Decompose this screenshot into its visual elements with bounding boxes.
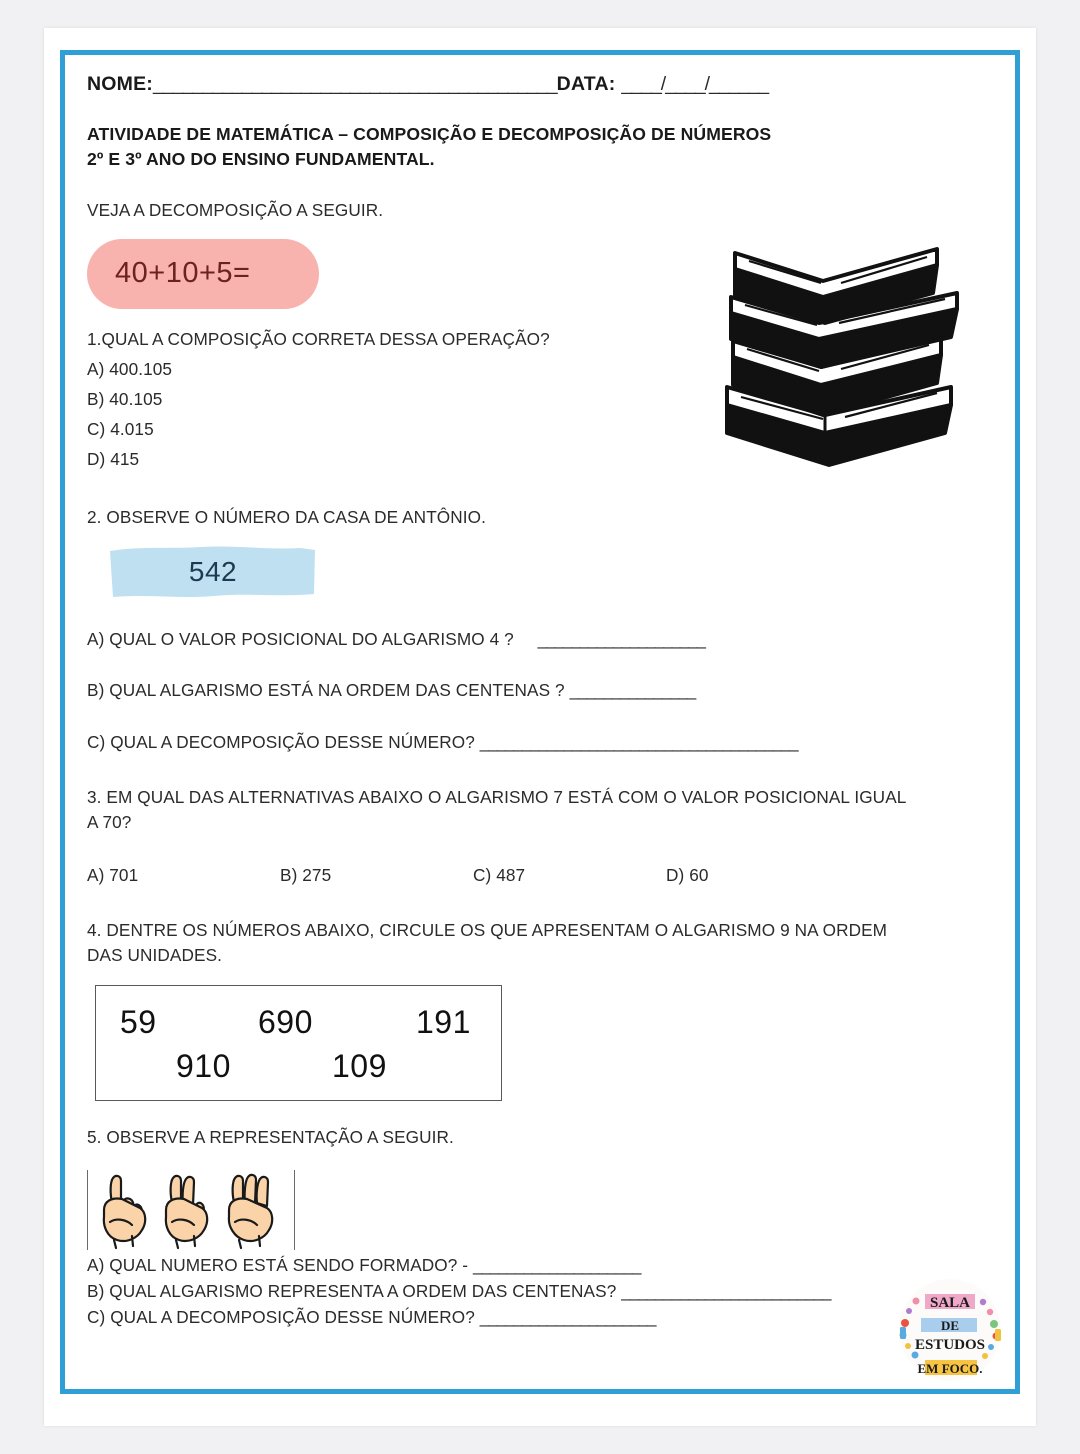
question-3-prompt-line-1: 3. EM QUAL DAS ALTERNATIVAS ABAIXO O ALGARISMO 7 ESTÁ COM O VALOR POSICIONAL IGUAL <box>87 787 907 808</box>
question-2-item-b <box>87 678 993 703</box>
data-label: DATA: <box>556 73 616 95</box>
question-2-item-a-rule[interactable]: ____________________ <box>537 628 705 649</box>
question-3-alt-a[interactable]: A) 701 <box>87 865 139 886</box>
question-3 <box>87 785 993 888</box>
question-3-alt-d[interactable]: D) 60 <box>666 865 709 886</box>
hand-three-fingers-icon <box>220 1170 284 1250</box>
question-5-item-c <box>87 1304 993 1330</box>
title-line-2: 2º E 3º ANO DO ENSINO FUNDAMENTAL. <box>87 148 435 169</box>
question-2-item-c-rule[interactable]: ______________________________________ <box>479 732 798 753</box>
brand-logo <box>897 1277 1003 1383</box>
question-1-alt-a[interactable]: A) 400.105 <box>87 358 173 379</box>
page-content <box>65 55 1015 1389</box>
stack-of-books-illustration <box>705 237 973 487</box>
hand-one-finger-icon <box>92 1170 156 1250</box>
decomposition-pill <box>87 239 319 309</box>
question-5-item-a-rule[interactable]: ____________________ <box>473 1254 641 1275</box>
question-4-number-910[interactable]: 910 <box>176 1048 231 1084</box>
question-5-item-a <box>87 1252 993 1278</box>
question-4-number-109[interactable]: 109 <box>332 1048 387 1084</box>
question-2-prompt: 2. OBSERVE O NÚMERO DA CASA DE ANTÔNIO. <box>87 506 486 527</box>
question-4-prompt-line-1: 4. DENTRE OS NÚMEROS ABAIXO, CIRCULE OS QUE APRESENTAM O ALGARISMO 9 NA ORDEM <box>87 920 888 941</box>
question-2-item-a <box>87 627 993 652</box>
question-1-alt-c[interactable]: C) 4.015 <box>87 418 154 439</box>
svg-text:SALA: SALA <box>929 1295 971 1311</box>
question-3-prompt-line-2: A 70? <box>87 812 132 833</box>
page-border-frame <box>60 50 1020 1394</box>
question-1-alt-b[interactable]: B) 40.105 <box>87 388 163 409</box>
question-3-alternatives <box>87 863 993 888</box>
question-2-item-a-text: A) QUAL O VALOR POSICIONAL DO ALGARISMO 4 ? <box>87 628 514 649</box>
question-5-items <box>87 1252 993 1330</box>
svg-text:DE: DE <box>940 1318 960 1333</box>
hand-two-fingers-icon <box>156 1170 220 1250</box>
question-5-item-b-text: B) QUAL ALGARISMO REPRESENTA A ORDEM DAS CENTENAS? <box>87 1281 617 1302</box>
question-4-number-191[interactable]: 191 <box>416 1004 471 1040</box>
question-2 <box>87 505 993 756</box>
question-5-item-c-text: C) QUAL A DECOMPOSIÇÃO DESSE NÚMERO? <box>87 1307 475 1328</box>
nome-label: NOME: <box>87 73 153 95</box>
worksheet-page <box>44 28 1036 1426</box>
question-1-alt-d[interactable]: D) 415 <box>87 448 140 469</box>
question-4 <box>87 918 993 1101</box>
nome-answer-rule[interactable]: _________________________________________ <box>153 73 557 95</box>
intro-text: VEJA A DECOMPOSIÇÃO A SEGUIR. <box>87 199 384 220</box>
question-3-alt-c[interactable]: C) 487 <box>473 865 526 886</box>
question-4-prompt-line-2: DAS UNIDADES. <box>87 945 223 966</box>
question-5-item-b-rule[interactable]: _________________________ <box>621 1281 831 1302</box>
decomposition-expression: 40+10+5= <box>115 257 251 290</box>
data-answer-rule[interactable]: ____/____/______ <box>621 73 769 95</box>
question-5 <box>87 1125 993 1330</box>
question-2-item-b-text: B) QUAL ALGARISMO ESTÁ NA ORDEM DAS CENTENAS ? <box>87 680 565 701</box>
question-5-prompt: 5. OBSERVE A REPRESENTAÇÃO A SEGUIR. <box>87 1127 454 1147</box>
finger-representation <box>87 1170 295 1250</box>
question-2-item-c <box>87 730 993 755</box>
question-5-item-c-rule[interactable]: _____________________ <box>479 1307 656 1328</box>
question-3-alt-b[interactable]: B) 275 <box>280 865 332 886</box>
name-date-row <box>87 73 993 96</box>
worksheet-title <box>87 122 993 172</box>
svg-text:ESTUDOS: ESTUDOS <box>914 1337 986 1353</box>
books-icon <box>705 237 973 487</box>
title-line-1: ATIVIDADE DE MATEMÁTICA – COMPOSIÇÃO E DECOMPOSIÇÃO DE NÚMEROS <box>87 124 772 144</box>
house-number-highlight <box>109 544 317 600</box>
question-2-item-b-rule[interactable]: _______________ <box>569 680 695 701</box>
question-5-item-b <box>87 1278 993 1304</box>
question-1-prompt: 1.QUAL A COMPOSIÇÃO CORRETA DESSA OPERAÇÃO? <box>87 328 550 349</box>
question-4-number-box <box>95 985 502 1101</box>
question-2-item-c-text: C) QUAL A DECOMPOSIÇÃO DESSE NÚMERO? <box>87 732 475 753</box>
house-number-value: 542 <box>188 555 238 587</box>
sala-de-estudos-em-foco-logo-icon <box>897 1277 1003 1383</box>
svg-text:EM FOCO.: EM FOCO. <box>917 1361 983 1376</box>
question-4-number-690[interactable]: 690 <box>258 1004 313 1040</box>
question-4-number-59[interactable]: 59 <box>120 1004 157 1040</box>
question-5-item-a-text: A) QUAL NUMERO ESTÁ SENDO FORMADO? - <box>87 1254 469 1275</box>
